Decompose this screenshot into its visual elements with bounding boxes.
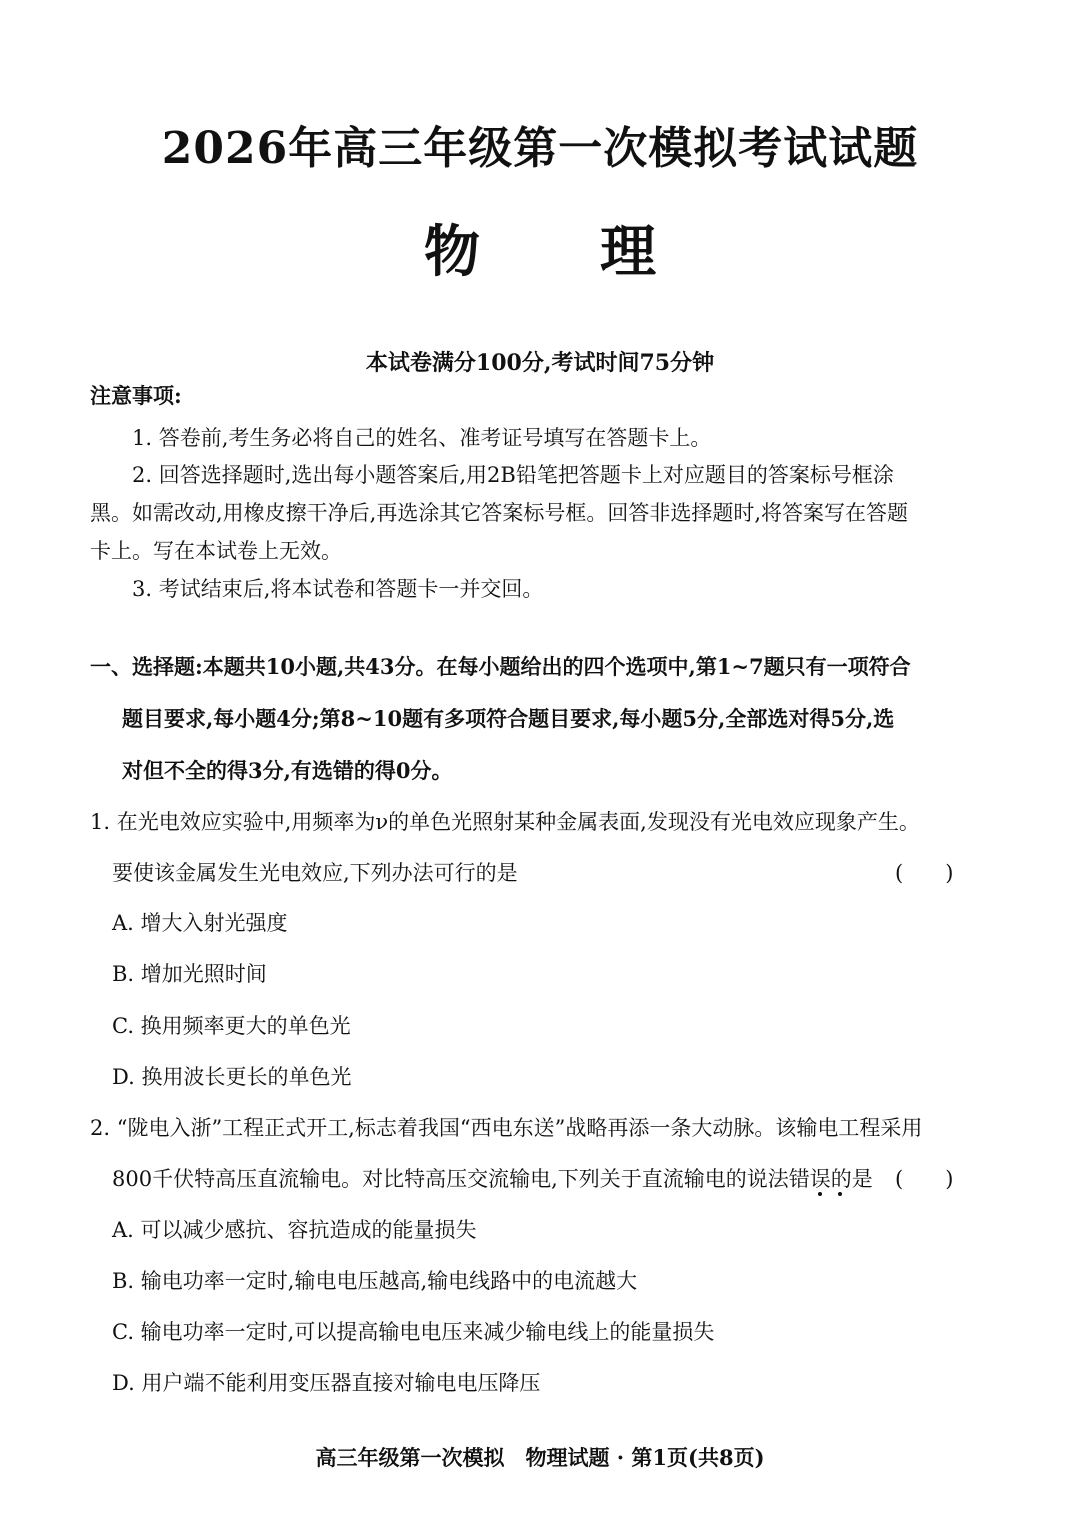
notice-line-2: 2. 回答选择题时,选出每小题答案后,用2B铅笔把答题卡上对应题目的答案标号框涂	[132, 463, 894, 487]
section1-line-2: 题目要求,每小题4分;第8~10题有多项符合题目要求,每小题5分,全部选对得5分,选	[122, 706, 895, 731]
notice-line-1: 1. 答卷前,考生务必将自己的姓名、准考证号填写在答题卡上。	[132, 426, 712, 450]
subject-title: 物理	[424, 219, 776, 285]
q1-option-d: D. 换用波长更长的单色光	[112, 1065, 352, 1089]
section1-line-3: 对但不全的得3分,有选错的得0分。	[122, 758, 453, 783]
section1-line-1: 一、选择题:本题共10小题,共43分。在每小题给出的四个选项中,第1~7题只有一项符合	[90, 654, 911, 679]
q2-option-c: C. 输电功率一定时,可以提高输电电压来减少输电线上的能量损失	[112, 1320, 715, 1344]
emphasis-dot	[818, 1192, 822, 1196]
q1-option-c: C. 换用频率更大的单色光	[112, 1014, 351, 1038]
q1-option-a: A. 增大入射光强度	[112, 911, 288, 935]
q2-answer-bracket: ( )	[895, 1167, 954, 1191]
q2-stem-line-1: 2. “陇电入浙”工程正式开工,标志着我国“西电东送”战略再添一条大动脉。该输电工程采用	[90, 1116, 923, 1140]
page-footer: 高三年级第一次模拟 物理试题 · 第1页(共8页)	[315, 1445, 765, 1470]
notice-line-4: 卡上。写在本试卷上无效。	[90, 539, 342, 563]
notice-title: 注意事项:	[90, 383, 182, 408]
exam-info: 本试卷满分100分,考试时间75分钟	[365, 350, 715, 376]
q2-option-d: D. 用户端不能利用变压器直接对输电电压降压	[112, 1371, 541, 1395]
q1-option-b: B. 增加光照时间	[112, 962, 267, 986]
q2-stem-line-2: 800千伏特高压直流输电。对比特高压交流输电,下列关于直流输电的说法错误的是	[112, 1167, 873, 1191]
q2-option-a: A. 可以减少感抗、容抗造成的能量损失	[112, 1218, 477, 1242]
q1-stem-line-1: 1. 在光电效应实验中,用频率为ν的单色光照射某种金属表面,发现没有光电效应现象产生。	[90, 810, 920, 834]
notice-line-3: 黑。如需改动,用橡皮擦干净后,再选涂其它答案标号框。回答非选择题时,将答案写在答题	[90, 501, 909, 525]
q2-option-b: B. 输电功率一定时,输电电压越高,输电线路中的电流越大	[112, 1269, 638, 1293]
q1-stem-line-2: 要使该金属发生光电效应,下列办法可行的是	[112, 861, 518, 885]
notice-line-5: 3. 考试结束后,将本试卷和答题卡一并交回。	[132, 577, 544, 601]
q1-answer-bracket: ( )	[895, 861, 954, 885]
exam-title: 2026年高三年级第一次模拟考试试题	[161, 123, 919, 174]
emphasis-dot	[838, 1192, 842, 1196]
